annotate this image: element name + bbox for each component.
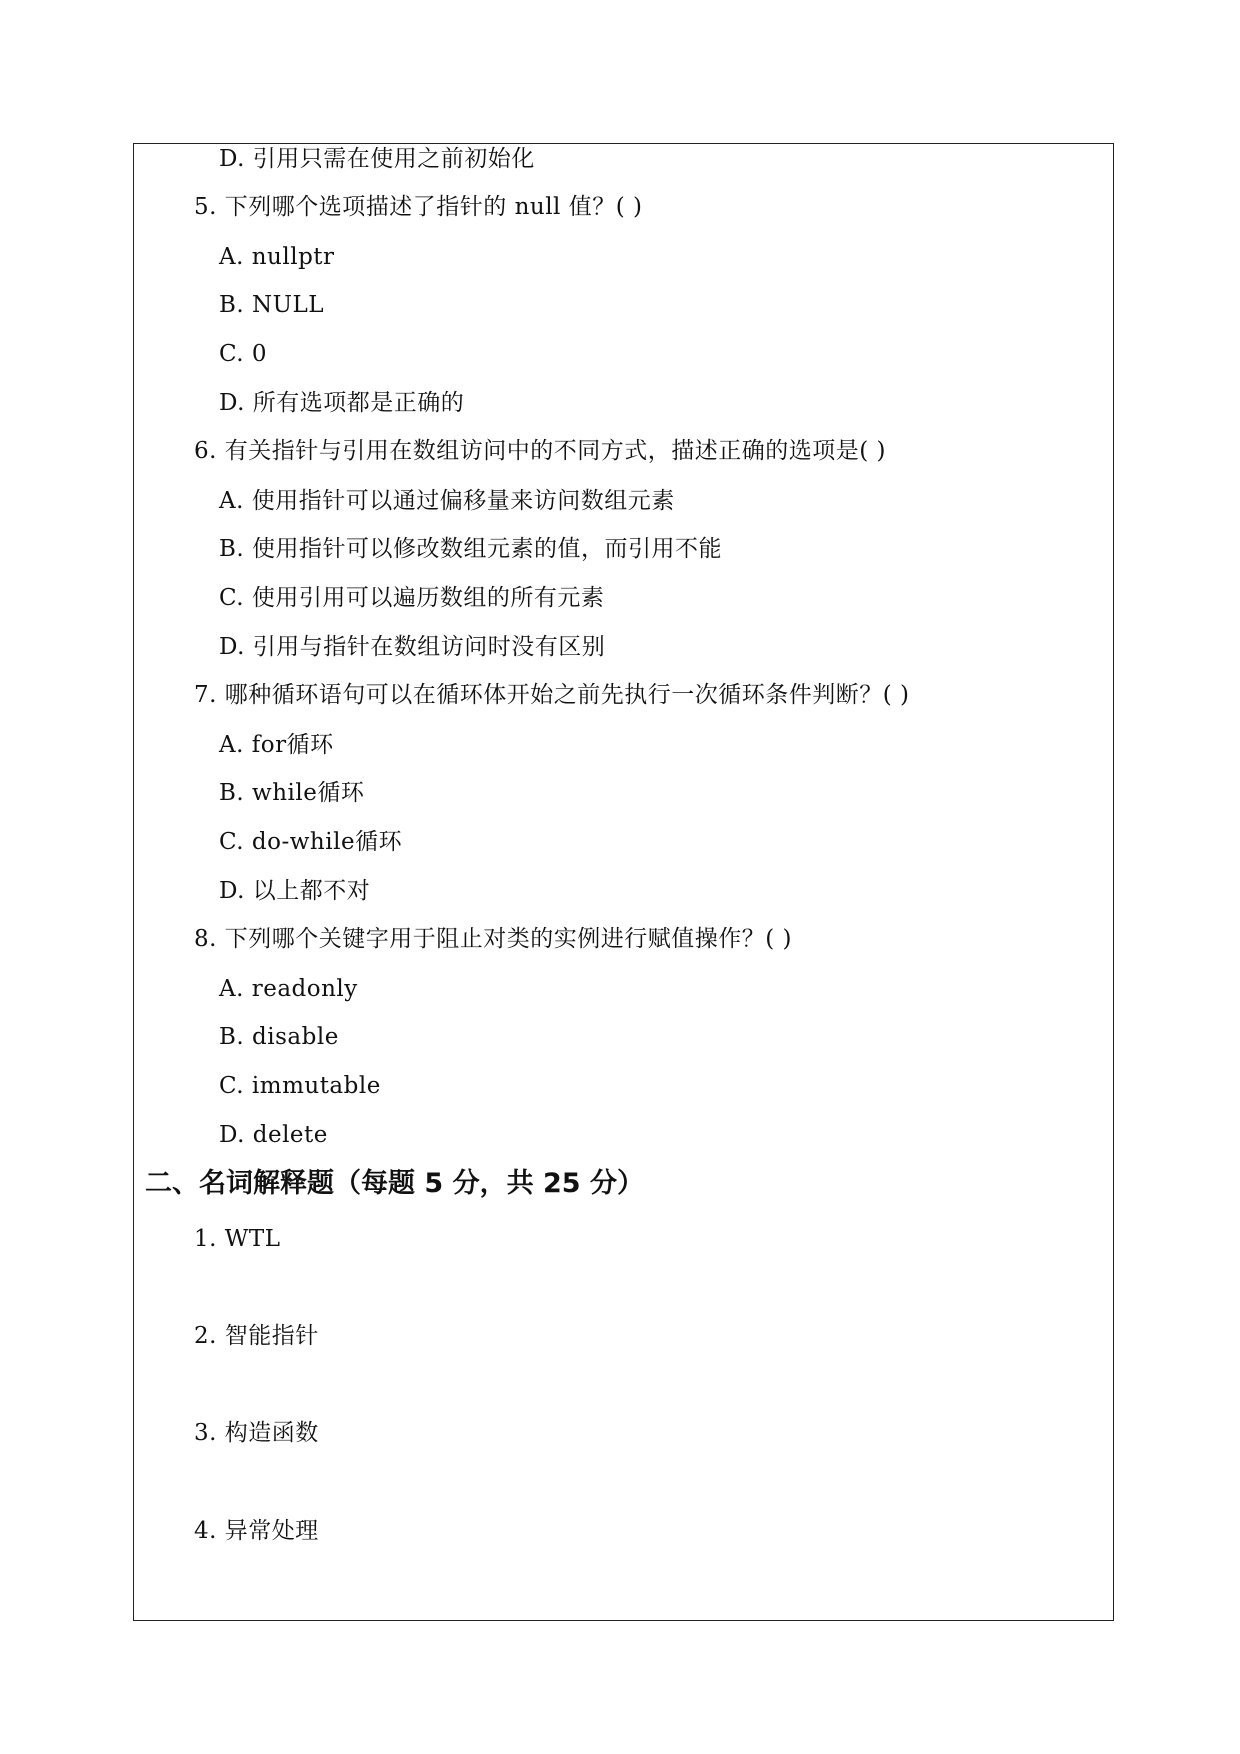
option-8b: B. disable (219, 1024, 339, 1050)
question-8-stem: 8. 下列哪个关键字用于阻止对类的实例进行赋值操作？( ) (194, 926, 793, 952)
option-6c: C. 使用引用可以遍历数组的所有元素 (219, 585, 605, 611)
option-6b: B. 使用指针可以修改数组元素的值，而引用不能 (219, 536, 723, 562)
option-7a: A. for循环 (219, 732, 334, 758)
option-7d: D. 以上都不对 (219, 878, 371, 904)
option-5b: B. NULL (219, 292, 325, 318)
option-5a: A. nullptr (219, 244, 335, 270)
term-3: 3. 构造函数 (194, 1420, 319, 1446)
option-6a: A. 使用指针可以通过偏移量来访问数组元素 (219, 488, 675, 514)
option-4d: D. 引用只需在使用之前初始化 (219, 146, 535, 172)
term-1: 1. WTL (194, 1226, 281, 1252)
term-2: 2. 智能指针 (194, 1323, 319, 1349)
option-7c: C. do-while循环 (219, 829, 403, 855)
option-8d: D. delete (219, 1122, 328, 1148)
question-5-stem: 5. 下列哪个选项描述了指针的 null 值？( ) (194, 194, 643, 220)
option-7b: B. while循环 (219, 780, 365, 806)
term-4: 4. 异常处理 (194, 1518, 319, 1544)
section-2-title: 二、名词解释题（每题 5 分，共 25 分） (145, 1168, 644, 1199)
question-7-stem: 7. 哪种循环语句可以在循环体开始之前先执行一次循环条件判断？( ) (194, 682, 910, 708)
option-6d: D. 引用与指针在数组访问时没有区别 (219, 634, 606, 660)
option-5c: C. 0 (219, 341, 268, 367)
option-8c: C. immutable (219, 1073, 381, 1099)
question-6-stem: 6. 有关指针与引用在数组访问中的不同方式，描述正确的选项是( ) (194, 438, 887, 464)
option-8a: A. readonly (219, 976, 358, 1002)
option-5d: D. 所有选项都是正确的 (219, 390, 465, 416)
